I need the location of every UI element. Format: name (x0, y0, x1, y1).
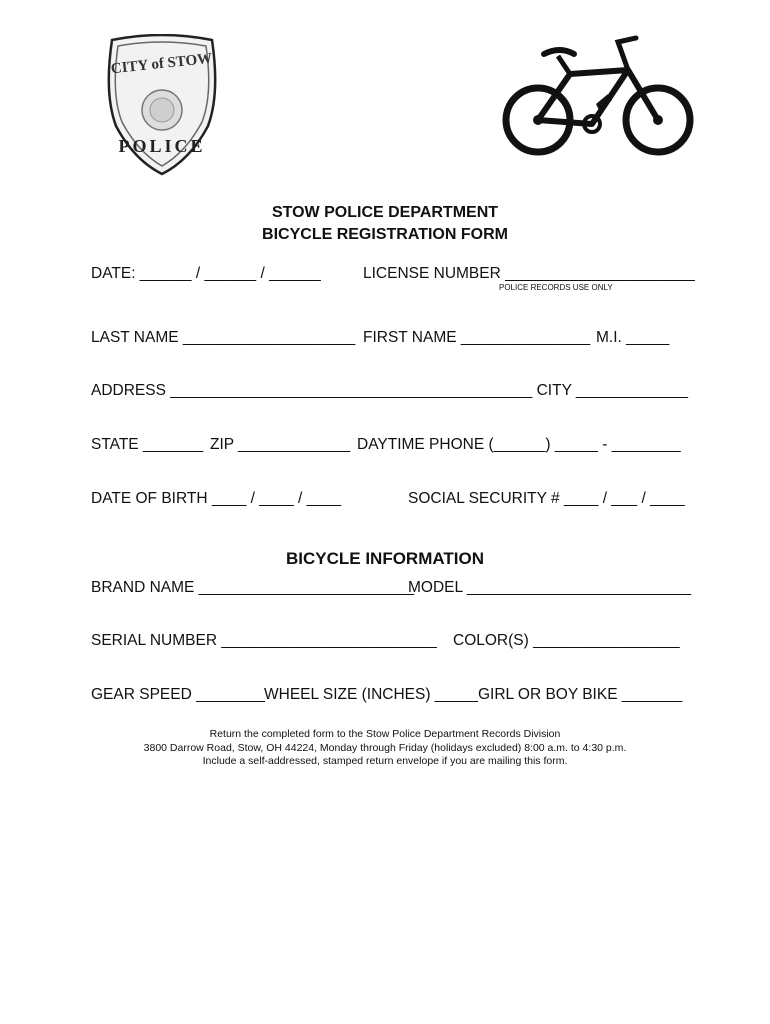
last-name-field[interactable]: LAST NAME ____________________ (91, 329, 356, 346)
form-title-department: STOW POLICE DEPARTMENT (271, 204, 499, 221)
social-security-field[interactable]: SOCIAL SECURITY # ____ / ___ / ____ (408, 490, 685, 507)
zip-field[interactable]: ZIP _____________ (210, 436, 351, 453)
state-field[interactable]: STATE _______ (91, 436, 204, 453)
footer-line-1: Return the completed form to the Stow Police Department Records Division (209, 728, 561, 740)
girl-or-boy-bike-field[interactable]: GIRL OR BOY BIKE _______ (478, 686, 683, 703)
license-number-field[interactable]: LICENSE NUMBER ______________________ (363, 265, 695, 282)
police-badge-logo (104, 34, 220, 176)
footer-line-2: 3800 Darrow Road, Stow, OH 44224, Monday through Friday (holidays excluded) 8:00 a.m. to 4:30 p.m. (143, 742, 627, 754)
colors-field[interactable]: COLOR(S) _________________ (453, 632, 680, 649)
footer-line-3: Include a self-addressed, stamped return envelope if you are mailing this form. (202, 755, 568, 767)
badge-bottom-text: POLICE (118, 136, 206, 156)
wheel-size-field[interactable]: WHEEL SIZE (INCHES) _____ (264, 686, 478, 703)
middle-initial-field[interactable]: M.I. _____ (596, 329, 670, 346)
date-field[interactable]: DATE: ______ / ______ / ______ (91, 265, 321, 282)
brand-name-field[interactable]: BRAND NAME _________________________ (91, 579, 415, 596)
serial-number-field[interactable]: SERIAL NUMBER _________________________ (91, 632, 437, 649)
gear-speed-field[interactable]: GEAR SPEED ________ (91, 686, 266, 703)
daytime-phone-field[interactable]: DAYTIME PHONE (______) _____ - ________ (357, 436, 681, 453)
date-of-birth-field[interactable]: DATE OF BIRTH ____ / ____ / ____ (91, 490, 342, 507)
model-field[interactable]: MODEL __________________________ (408, 579, 691, 596)
form-title-registration: BICYCLE REGISTRATION FORM (262, 226, 508, 243)
bicycle-info-heading: BICYCLE INFORMATION (285, 549, 484, 568)
license-note: POLICE RECORDS USE ONLY (499, 283, 613, 292)
address-city-field[interactable]: ADDRESS __________________________________________ CITY _____________ (91, 382, 688, 399)
first-name-field[interactable]: FIRST NAME _______________ (363, 329, 591, 346)
badge-top-text: CITY of STOW (110, 50, 213, 78)
bicycle-icon (500, 34, 700, 162)
